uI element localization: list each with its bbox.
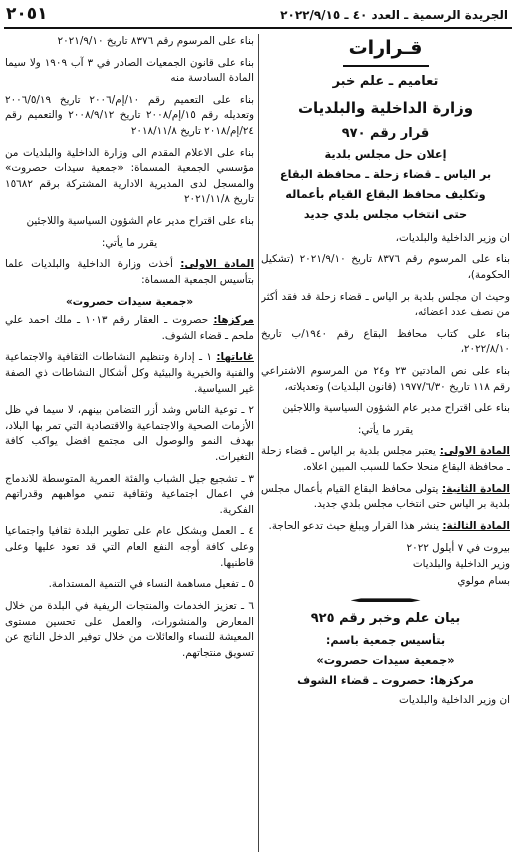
goal-item: ٣ ـ تشجيع جيل الشباب والفئة العمرية المتوسطة للاندماج في اعمال اجتماعية وثقافية تنمي مواهبهم وقدراتهم الفكرية.: [5, 472, 254, 516]
right-column: [261, 34, 510, 852]
header-rule: [4, 27, 512, 29]
goal-item: ٦ ـ تعزيز الخدمات والمنتجات الريفية في البلدة من خلال المعارض والمنشورات، والعمل على تحسين مستوى المعيشة للنساء والعائلات من خلال توفير الدخل الناتج عن تسويق منتجاتهم.: [5, 599, 254, 659]
article-label: المادة الثالثة:: [442, 519, 510, 532]
hq-label: مركزها:: [213, 314, 254, 327]
preamble-paragraph: بناء على نص المادتين ٢٣ و٢٤ من المرسوم الاشتراعي رقم ١١٨ تاريخ ١٩٧٧/٦/٣٠ (قانون البلديات) وتعديلاته،: [261, 365, 510, 393]
preamble-paragraph: بناء على المرسوم رقم ٨٣٧٦ تاريخ ٢٠٢١/٩/١٠: [57, 35, 254, 47]
section-subtitle: تعاميم ـ علم خبر: [332, 73, 439, 89]
preamble-paragraph: بناء على اقتراح مدير عام الشؤون السياسية واللاجئين: [26, 215, 254, 228]
page-header: [0, 0, 516, 28]
decision-title-line: وتكليف محافظ البقاع القيام بأعماله: [285, 187, 486, 201]
ministry-title: وزارة الداخلية والبلديات: [297, 99, 474, 117]
preamble-paragraph: بناء على اقتراح مدير عام الشؤون السياسية واللاجئين: [282, 402, 510, 415]
article-label: المادة الاولى:: [439, 445, 510, 458]
article-text: يتولى محافظ البقاع القيام بأعمال مجلس بلدية بر الياس حتى انتخاب مجلس بلدي جديد.: [261, 482, 510, 511]
notice-intro: ان وزير الداخلية والبلديات: [399, 693, 510, 706]
goal-item: ٥ ـ تفعيل مساهمة النساء في التنمية المستدامة.: [48, 578, 254, 591]
column-divider: [258, 34, 259, 852]
goals-label: غاياتها:: [216, 351, 254, 364]
article: [5, 257, 254, 288]
association-name: «جمعية سيدات حصروت»: [316, 653, 455, 667]
goal-item: [5, 350, 254, 397]
preamble-paragraph: بناء على التعميم رقم ١٠/إم/٢٠٠٦ تاريخ ٢٠٠٦/٥/١٩ وتعديله رقم ١٥/إم/٢٠٠٨ تاريخ ٢٠٠٨/٩/١٢ والتعميم رقم ٢٤/إم/٢٠١٨ تاريخ ٢٠١٨/١١/٨: [5, 93, 254, 138]
decision-date: بيروت في ٧ أيلول ٢٠٢٢: [406, 541, 510, 554]
goal-item: ٤ ـ العمل وبشكل عام على تطوير البلدة ثقافيا واجتماعيا وعلى كافة أوجه النفع العام التي قد تعود عليها وعلى قاطنيها.: [5, 525, 254, 569]
signer-name: بسام مولوي: [457, 574, 510, 587]
decides-line: يقرر ما يأتي:: [101, 236, 158, 249]
association-name-repeat: «جمعية سيدات حصروت»: [65, 295, 194, 308]
page-number: ٢٠٥١: [6, 4, 48, 24]
article-text: يعتبر مجلس بلدية بر الياس ـ قضاء زحلة ـ محافظة البقاع منحلا حكما للسبب المبين اعلاه.: [261, 445, 510, 474]
decides-line: يقرر ما يأتي:: [357, 423, 414, 436]
article: [261, 519, 510, 535]
signer-title: وزير الداخلية والبلديات: [412, 558, 510, 571]
article-text: أخذت وزارة الداخلية والبلديات علما بتأسيس الجمعية المسماة:: [5, 258, 254, 286]
section-title: قـرارات: [348, 37, 423, 59]
hq-paragraph: [5, 313, 254, 344]
preamble-paragraph: بناء على المرسوم رقم ٨٣٧٦ تاريخ ٢٠٢١/٩/١٠ (تشكيل الحكومة)،: [261, 253, 510, 281]
decision-number: قرار رقم ٩٧٠: [341, 125, 430, 141]
section-title-underline: [343, 65, 429, 67]
notice-title: بتأسيس جمعية باسم:: [325, 633, 446, 647]
article-label: المادة الاولى:: [180, 258, 254, 271]
preamble-paragraph: ان وزير الداخلية والبلديات،: [395, 231, 510, 244]
goal-text: ١ ـ إدارة وتنظيم النشاطات الثقافية والاجتماعية والفنية والخيرية والبيئية وكل أشكال النشاطات ذي الصفة غير السياسية.: [5, 351, 254, 395]
article: [261, 482, 510, 513]
article-label: المادة الثانية:: [442, 482, 510, 495]
left-column: [5, 34, 254, 852]
decision-title-line: إعلان حل مجلس بلدية: [324, 148, 447, 161]
association-hq: مركزها: حصروت ـ قضاء الشوف: [297, 673, 474, 687]
notice-number: بيان علم وخبر رقم ٩٢٥: [310, 611, 461, 627]
decision-title-line: حتى انتخاب مجلس بلدي جديد: [303, 207, 468, 221]
section-separator: [351, 597, 421, 603]
hq-text: حصروت ـ العقار رقم ١٠١٣ ـ ملك احمد علي ملحم ـ قضاء الشوف.: [5, 314, 254, 342]
journal-title: الجريدة الرسمية ـ العدد ٤٠ ـ ٢٠٢٢/٩/١٥: [280, 8, 508, 22]
preamble-paragraph: وحيث ان مجلس بلدية بر الياس ـ قضاء زحلة قد فقد أكثر من نصف عدد اعضائه،: [261, 290, 510, 319]
goal-item: ٢ ـ توعية الناس وشد أزر التضامن بينهم، لا سيما في ظل الأزمات الصحية والاجتماعية والاقتصادية التي تمر بها البلاد، بهدف النمو والوصول الى مجتمع افضل يواكب كافة التغيرات.: [5, 404, 254, 464]
preamble-paragraph: بناء على قانون الجمعيات الصادر في ٣ آب ١٩٠٩ ولا سيما المادة السادسة منه: [5, 56, 254, 85]
preamble-paragraph: بناء على كتاب محافظ البقاع رقم ١٩٤٠/ب تاريخ ٢٠٢٢/٨/١٠،: [261, 327, 510, 356]
preamble-paragraph: بناء على الاعلام المقدم الى وزارة الداخلية والبلديات من مؤسسي الجمعية المسماة: «جمعية سيدات حصروت» والمسجل لدى المديرية الادارية المشتركة برقم ١٥٦٨٢ تاريخ ٢٠٢١/١١/٨: [5, 146, 254, 206]
article: [261, 444, 510, 475]
decision-title-line: بر الياس ـ قضاء زحلة ـ محافظة البقاع: [279, 167, 492, 181]
article-text: ينشر هذا القرار ويبلغ حيث تدعو الحاجة.: [268, 519, 440, 532]
